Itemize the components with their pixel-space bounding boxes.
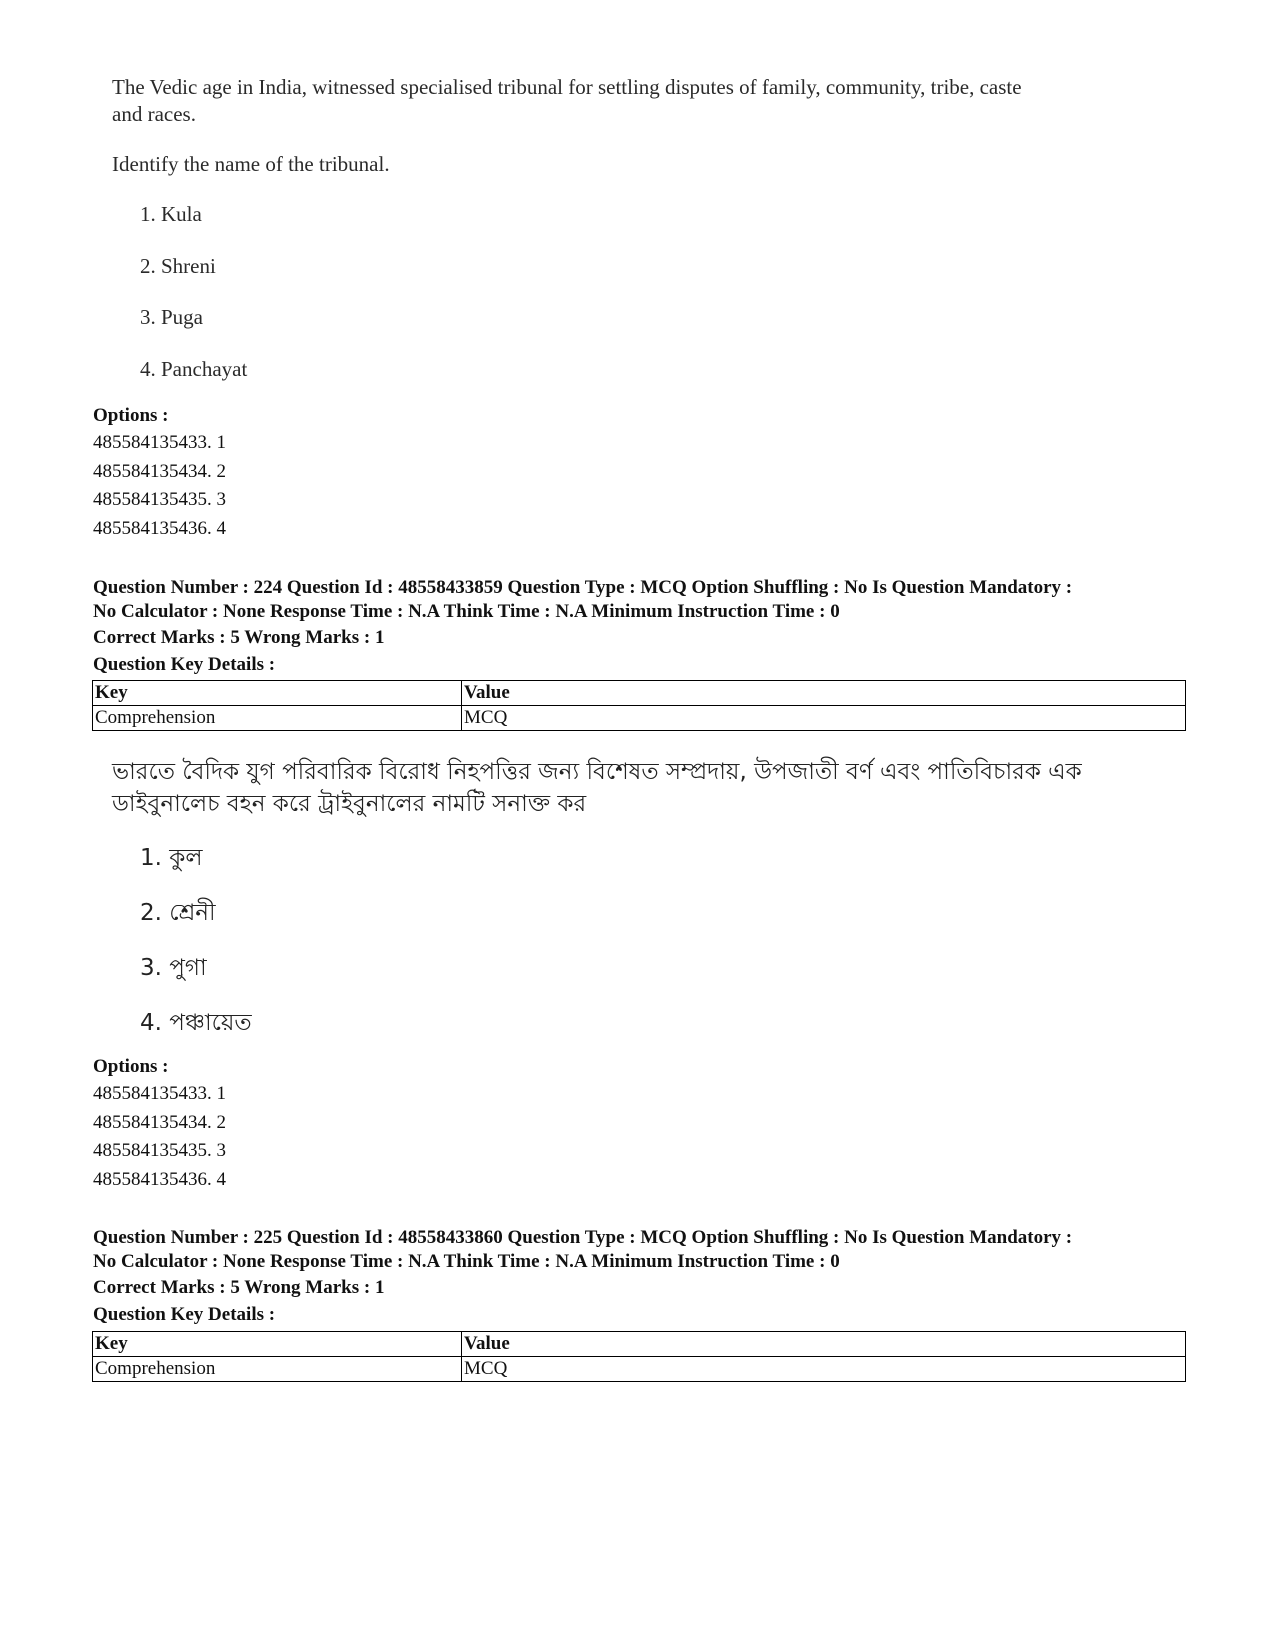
question-meta [93, 1226, 1243, 1274]
option-item: 485584135435. 3 [93, 1140, 226, 1161]
option-item: 485584135436. 4 [93, 517, 226, 539]
question-meta [93, 576, 1243, 624]
stem-line: ডাইবুনালেচ বহন করে ট্রাইবুনালের নামটি সনাক্ত কর [112, 791, 587, 817]
key-details-label: Question Key Details : [93, 1304, 276, 1325]
cell-value: MCQ [462, 706, 1186, 731]
question-prompt: Identify the name of the tribunal. [112, 152, 390, 176]
stem-line: and races. [112, 102, 196, 126]
option-item: 485584135434. 2 [93, 460, 226, 482]
stem-line: The Vedic age in India, witnessed specialised tribunal for settling disputes of family, community, tribe, caste [112, 75, 1022, 99]
table-row [93, 706, 1186, 731]
choice-item: 4. Panchayat [140, 357, 248, 381]
table-row [93, 1357, 1186, 1382]
option-item: 485584135433. 1 [93, 1083, 226, 1104]
choice-item: 2. শ্রেনী [140, 900, 216, 926]
option-item: 485584135436. 4 [93, 1168, 226, 1190]
marks-line: Correct Marks : 5 Wrong Marks : 1 [93, 627, 385, 648]
question-stem-bengali [112, 756, 1212, 820]
cell-value: MCQ [462, 1357, 1186, 1382]
key-details-table [92, 680, 1186, 731]
question-stem-english [112, 74, 1192, 128]
options-label: Options : [93, 1056, 169, 1077]
meta-line: No Calculator : None Response Time : N.A Think Time : N.A Minimum Instruction Time : 0 [93, 601, 840, 622]
choice-item: 1. কুল [140, 845, 203, 871]
option-item: 485584135433. 1 [93, 432, 226, 453]
stem-line: ভারতে বৈদিক যুগ পরিবারিক বিরোধ নিহপত্তির জন্য বিশেষত সম্প্রদায়, উপজাতী বর্ণ এবং পাতিবিচারক এক [112, 759, 1082, 785]
meta-line: Question Number : 224 Question Id : 48558433859 Question Type : MCQ Option Shuffling : No Is Question Mandatory : [93, 577, 1073, 598]
choice-item: 2. Shreni [140, 254, 216, 278]
meta-line: Question Number : 225 Question Id : 48558433860 Question Type : MCQ Option Shuffling : No Is Question Mandatory : [93, 1227, 1073, 1248]
cell-key: Comprehension [93, 706, 462, 731]
meta-line: No Calculator : None Response Time : N.A Think Time : N.A Minimum Instruction Time : 0 [93, 1251, 840, 1272]
header-key: Key [93, 1332, 462, 1357]
header-key: Key [93, 681, 462, 706]
key-details-table [92, 1331, 1186, 1382]
options-list [93, 429, 226, 543]
option-item: 485584135434. 2 [93, 1111, 226, 1133]
key-details-label: Question Key Details : [93, 654, 276, 675]
header-value: Value [462, 1332, 1186, 1357]
options-label: Options : [93, 405, 169, 426]
choice-item: 1. Kula [140, 202, 202, 226]
table-header-row [93, 681, 1186, 706]
header-value: Value [462, 681, 1186, 706]
options-list [93, 1080, 226, 1194]
option-item: 485584135435. 3 [93, 489, 226, 510]
marks-line: Correct Marks : 5 Wrong Marks : 1 [93, 1277, 385, 1298]
choice-item: 4. পঞ্চায়েত [140, 1010, 252, 1036]
cell-key: Comprehension [93, 1357, 462, 1382]
choice-item: 3. Puga [140, 305, 203, 329]
table-header-row [93, 1332, 1186, 1357]
choice-item: 3. পুগা [140, 955, 207, 981]
